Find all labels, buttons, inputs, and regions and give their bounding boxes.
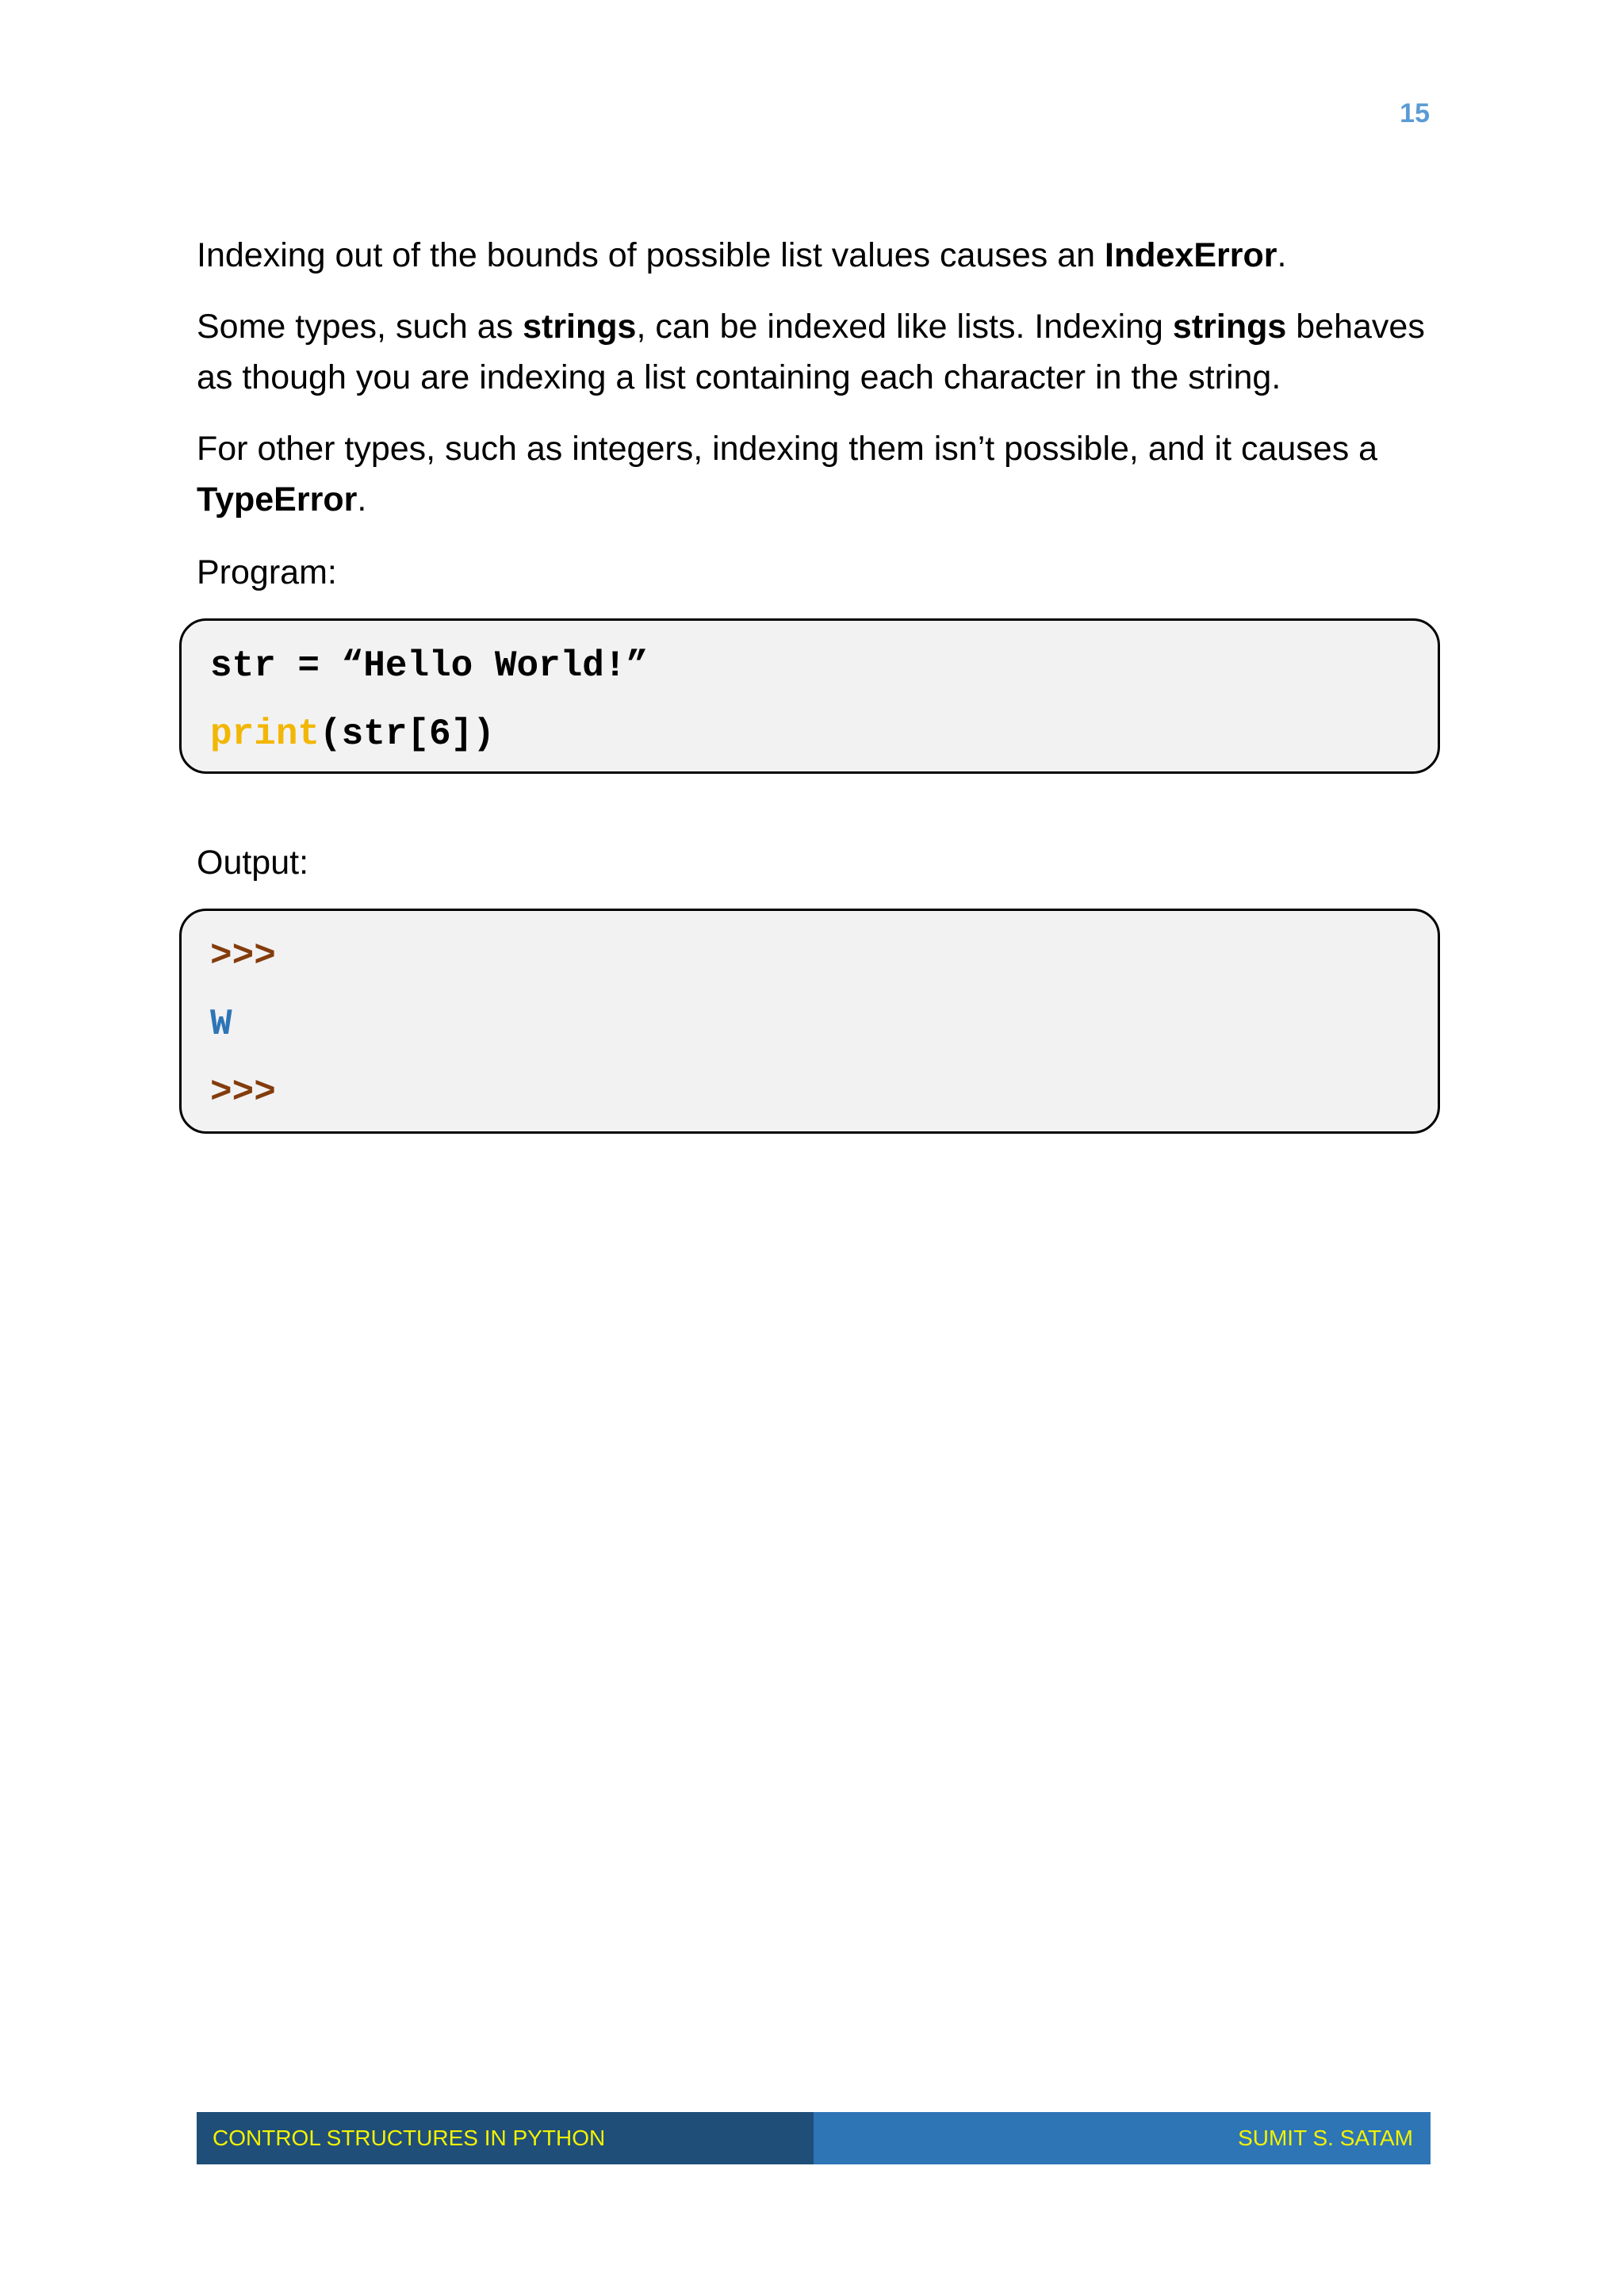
code-line-1: str = “Hello World!”: [210, 645, 649, 687]
program-label: Program:: [197, 553, 337, 591]
text-run: .: [1277, 236, 1287, 274]
code-line-2: [210, 700, 1438, 768]
text-run: Some types, such as: [197, 308, 523, 346]
output-value: W: [210, 1004, 232, 1045]
text-run: For other types, such as integers, indexing them isn’t possible, and it causes a: [197, 430, 1378, 468]
text-run: , can be indexed like lists. Indexing: [636, 308, 1173, 346]
bold-term: strings: [523, 308, 637, 346]
footer-title: CONTROL STRUCTURES IN PYTHON: [197, 2112, 814, 2164]
output-label: Output:: [197, 844, 309, 882]
text-run: Indexing out of the bounds of possible list values causes an: [197, 236, 1105, 274]
print-keyword: print: [210, 714, 320, 755]
bold-term: strings: [1172, 308, 1287, 346]
shell-prompt-2: >>>: [210, 1072, 276, 1113]
paragraph-strings: [197, 301, 1434, 403]
bold-term: TypeError: [197, 480, 358, 519]
page-number: 15: [1400, 98, 1430, 128]
program-code-box: [179, 618, 1440, 774]
text-run: behaves as though you are indexing a list containing each character in the string.: [197, 308, 1425, 396]
paragraph-type-error: [197, 423, 1434, 525]
bold-term: IndexError: [1105, 236, 1277, 274]
output-code-box: [179, 909, 1440, 1134]
shell-prompt-1: >>>: [210, 936, 276, 977]
page-footer: [197, 2112, 1431, 2164]
text-run: .: [357, 480, 367, 519]
footer-author: SUMIT S. SATAM: [814, 2112, 1431, 2164]
paragraph-index-error: [197, 230, 1434, 281]
body-text: [197, 230, 1434, 545]
print-args: (str[6]): [320, 714, 495, 755]
